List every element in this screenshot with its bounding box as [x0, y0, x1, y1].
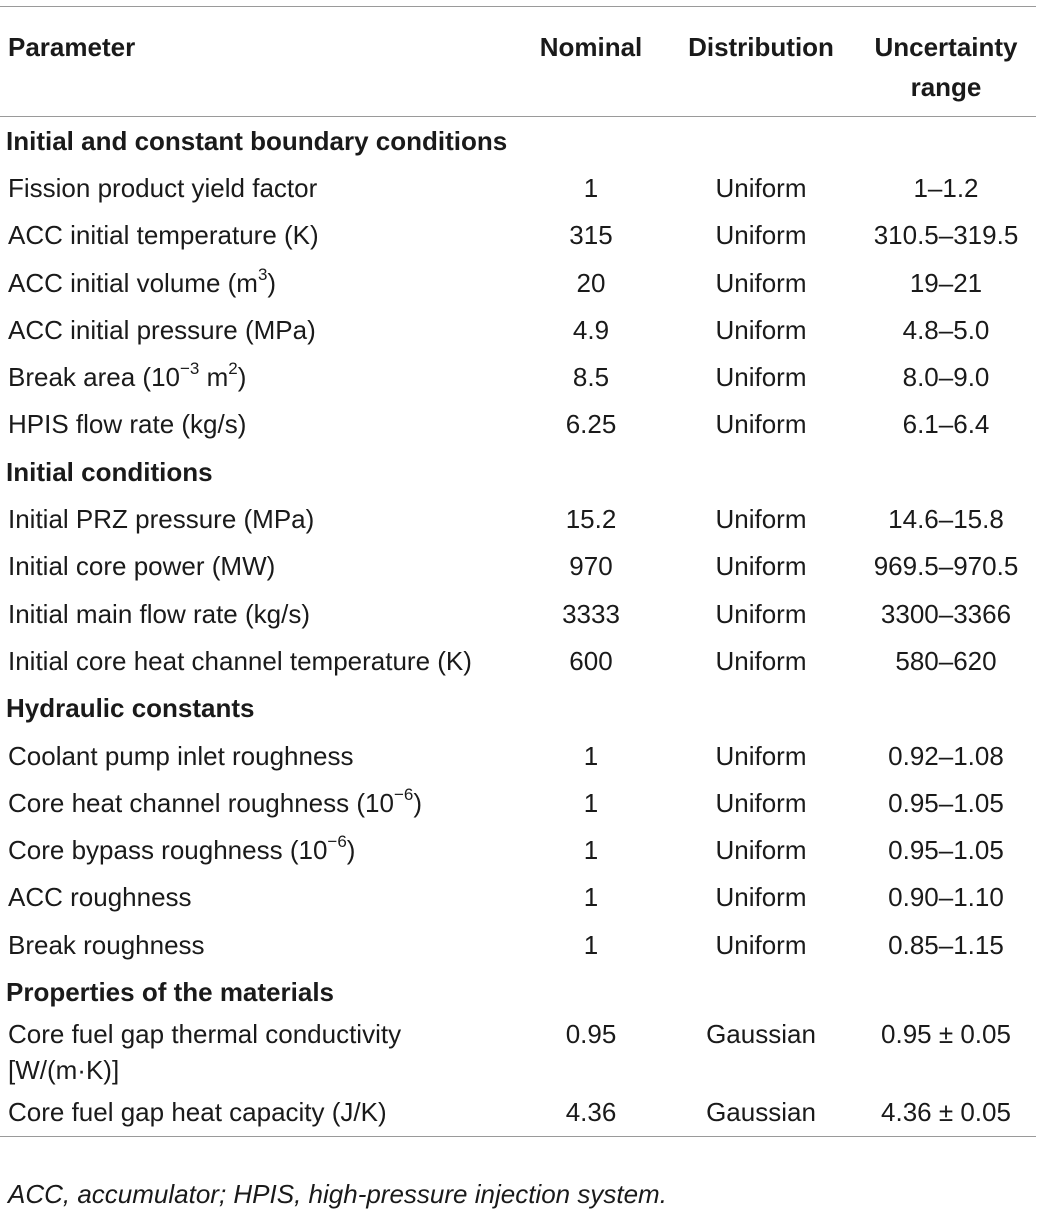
- param-name-text: Core bypass roughness (10: [8, 835, 328, 866]
- param-name: Fission product yield factor: [8, 172, 318, 203]
- distribution-value: Uniform: [715, 882, 807, 913]
- header-distribution: Distribution: [688, 32, 834, 62]
- section-title: Properties of the materials: [6, 976, 334, 1007]
- param-name: [0, 353, 516, 400]
- table-row: [0, 401, 1036, 448]
- nominal-value: 20: [576, 267, 606, 298]
- header-uncertainty-range: [856, 7, 1036, 117]
- param-name: ACC initial pressure (MPa): [8, 314, 316, 345]
- uncertainty-range-value: 0.90–1.10: [888, 882, 1004, 913]
- uncertainty-range-value: 310.5–319.5: [873, 220, 1019, 251]
- param-name-text: ACC initial volume (m: [8, 267, 258, 298]
- table-row: [0, 732, 1036, 779]
- distribution-value: Uniform: [715, 267, 807, 298]
- param-name: HPIS flow rate (kg/s): [8, 409, 247, 440]
- param-name: Break roughness: [8, 929, 205, 960]
- distribution-value: Uniform: [715, 645, 807, 676]
- table-row: [0, 306, 1036, 353]
- table-row: [0, 543, 1036, 590]
- nominal-value: 1: [583, 740, 599, 771]
- distribution-value: Uniform: [715, 835, 807, 866]
- section-title: Initial and constant boundary conditions: [6, 125, 508, 156]
- param-name-text: Break area (10: [8, 362, 180, 393]
- section-title: Initial conditions: [6, 456, 213, 487]
- header-parameter: Parameter: [8, 32, 136, 62]
- table-row: [0, 259, 1036, 306]
- param-name: Coolant pump inlet roughness: [8, 740, 354, 771]
- table-row: [0, 590, 1036, 637]
- param-name-sup: −6: [393, 785, 414, 805]
- parameter-table: [0, 6, 1036, 1137]
- param-name: [0, 259, 516, 306]
- nominal-value: 8.5: [572, 362, 610, 393]
- table-row: [0, 874, 1036, 921]
- section-row: [0, 448, 1036, 495]
- distribution-value: Uniform: [715, 362, 807, 393]
- table-row: [0, 164, 1036, 211]
- distribution-value: Uniform: [715, 551, 807, 582]
- distribution-value: Uniform: [715, 598, 807, 629]
- distribution-value: Uniform: [715, 220, 807, 251]
- section-row: [0, 968, 1036, 1015]
- nominal-value: 4.36: [565, 1097, 617, 1128]
- nominal-value: 15.2: [565, 504, 617, 535]
- uncertainty-range-value: 4.8–5.0: [902, 314, 990, 345]
- section-row: [0, 685, 1036, 732]
- nominal-value: 3333: [562, 598, 620, 629]
- table-footnote: ACC, accumulator; HPIS, high-pressure injection system.: [8, 1179, 667, 1209]
- nominal-value: 600: [569, 645, 613, 676]
- uncertainty-range-value: 3300–3366: [880, 598, 1012, 629]
- uncertainty-range-value: 0.85–1.15: [888, 929, 1004, 960]
- param-name: [0, 826, 516, 873]
- table-row: [0, 495, 1036, 542]
- nominal-value: 970: [569, 551, 613, 582]
- param-name: ACC initial temperature (K): [8, 220, 319, 251]
- distribution-value: Uniform: [715, 409, 807, 440]
- param-name-text: ): [346, 835, 356, 866]
- uncertainty-range-value: 8.0–9.0: [902, 362, 990, 393]
- distribution-value: Uniform: [715, 929, 807, 960]
- param-name: [0, 1016, 516, 1089]
- param-name-sup: −6: [327, 832, 347, 852]
- header-nominal: Nominal: [539, 32, 643, 62]
- uncertainty-range-value: 0.95–1.05: [888, 835, 1004, 866]
- param-name: Initial PRZ pressure (MPa): [8, 504, 315, 535]
- nominal-value: 1: [583, 835, 599, 866]
- param-name: Core fuel gap heat capacity (J/K): [8, 1097, 387, 1128]
- uncertainty-range-value: 6.1–6.4: [902, 409, 990, 440]
- uncertainty-range-value: 0.95–1.05: [888, 787, 1004, 818]
- distribution-value: Uniform: [715, 504, 807, 535]
- nominal-value: 1: [583, 172, 599, 203]
- param-name-text: ): [413, 787, 422, 818]
- uncertainty-range-value: 580–620: [895, 645, 997, 676]
- section-row: [0, 117, 1036, 165]
- param-name: Initial core heat channel temperature (K): [8, 645, 472, 676]
- param-name-text: Core heat channel roughness (10: [8, 787, 394, 818]
- uncertainty-range-value: 19–21: [909, 267, 983, 298]
- nominal-value: 315: [569, 220, 613, 251]
- param-name-text: ): [267, 267, 277, 298]
- table-row: [0, 212, 1036, 259]
- distribution-value: Uniform: [715, 740, 807, 771]
- nominal-value: 1: [583, 882, 599, 913]
- distribution-value: Gaussian: [706, 1018, 816, 1049]
- uncertainty-range-value: 1–1.2: [913, 172, 979, 203]
- table-row: [0, 1089, 1036, 1137]
- uncertainty-range-value: 14.6–15.8: [888, 504, 1004, 535]
- param-name: Initial main flow rate (kg/s): [8, 598, 310, 629]
- param-name-sup: −3: [179, 359, 200, 379]
- param-name-sup: 3: [257, 264, 268, 284]
- param-name-sup: 2: [228, 359, 238, 379]
- table-body: [0, 117, 1036, 1137]
- param-name: Initial core power (MW): [8, 551, 276, 582]
- distribution-value: Uniform: [715, 314, 807, 345]
- section-title: Hydraulic constants: [6, 693, 255, 724]
- param-name-line: [W/(m·K)]: [8, 1055, 120, 1086]
- header-row: [0, 7, 1036, 117]
- table-row: [0, 779, 1036, 826]
- uncertainty-range-value: 4.36 ± 0.05: [881, 1097, 1011, 1128]
- distribution-value: Gaussian: [706, 1097, 816, 1128]
- table-row: [0, 921, 1036, 968]
- table-row: [0, 826, 1036, 873]
- param-name-text: ): [237, 362, 247, 393]
- nominal-value: 1: [583, 929, 599, 960]
- param-name-line: Core fuel gap thermal conductivity: [8, 1019, 402, 1050]
- table-row: [0, 353, 1036, 400]
- uncertainty-range-value: 0.95 ± 0.05: [881, 1018, 1011, 1049]
- nominal-value: 1: [583, 787, 599, 818]
- nominal-value: 4.9: [572, 314, 610, 345]
- param-name-text: m: [199, 362, 229, 393]
- table-row: [0, 1016, 1036, 1089]
- header-uncertainty-line1: Uncertainty: [874, 32, 1018, 62]
- distribution-value: Uniform: [715, 172, 807, 203]
- uncertainty-range-value: 969.5–970.5: [873, 551, 1019, 582]
- param-name: ACC roughness: [8, 882, 192, 913]
- param-name: [0, 779, 516, 826]
- header-uncertainty-line2: range: [910, 72, 982, 102]
- distribution-value: Uniform: [715, 787, 807, 818]
- uncertainty-range-value: 0.92–1.08: [888, 740, 1004, 771]
- table-row: [0, 637, 1036, 684]
- nominal-value: 0.95: [565, 1018, 617, 1049]
- nominal-value: 6.25: [565, 409, 617, 440]
